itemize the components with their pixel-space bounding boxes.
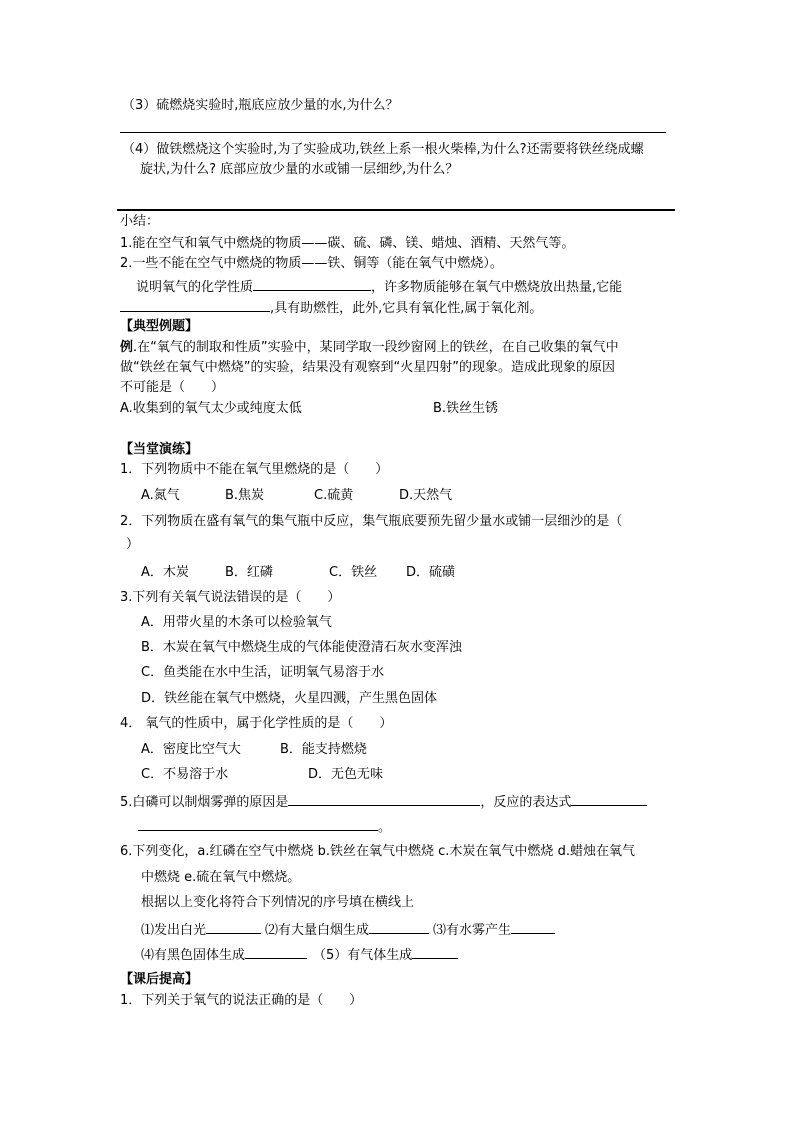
example-option-b: B.铁丝生锈	[433, 401, 499, 416]
blank-q6-5[interactable]	[412, 945, 458, 959]
practice-q2-option: D．硫磺	[406, 565, 456, 580]
summary-line3-text-b: ，许多物质能够在氧气中燃烧放出热量,它能	[371, 280, 623, 295]
example-line-3: 不可能是（ ）	[120, 380, 225, 395]
summary-item-2: 2.一些不能在空气中燃烧的物质——铁、铜等（能在氧气中燃烧）。	[120, 256, 503, 271]
practice-q2-line1: 2．下列物质在盛有氧气的集气瓶中反应，集气瓶底要预先留少量水或铺一层细沙的是（	[120, 514, 623, 529]
example-line-1	[120, 339, 619, 357]
summary-line4-text: ,具有助燃性，此外,它具有氧化性,属于氧化剂。	[270, 301, 543, 316]
example-option-a: A.收集到的氧气太少或纯度太低	[120, 401, 302, 416]
question-3: （3）硫燃烧实验时,瓶底应放少量的水,为什么？	[122, 98, 399, 113]
example-line1-text: .在“氧气的制取和性质”实验中，某同学取一段纱窗网上的铁丝，在自己收集的氧气中	[133, 340, 619, 355]
practice-q3: 3.下列有关氧气说法错误的是（ ）	[120, 590, 341, 605]
blank-q6-3[interactable]	[511, 920, 555, 934]
practice-q4-option: B．能支持燃烧	[280, 742, 367, 757]
example-line-2: 做“铁丝在氧气中燃烧”的实验，结果没有观察到“火星四射”的现象。造成此现象的原因	[120, 360, 615, 375]
practice-q6-line1: 6.下列变化，a.红磷在空气中燃烧 b.铁丝在氧气中燃烧 c.木炭在氧气中燃烧 d.蜡烛在氧气	[120, 844, 635, 859]
after-class-q1: 1．下列关于氧气的说法正确的是（ ）	[120, 993, 363, 1008]
practice-q5-line1	[120, 792, 647, 812]
blank-supports-combustion[interactable]	[120, 298, 270, 312]
question-4-line1: （4）做铁燃烧这个实验时,为了实验成功,铁丝上系一根火柴棒,为什么?还需要将铁丝绕成螺	[122, 142, 644, 157]
example-heading: 【典型例题】	[120, 319, 199, 334]
blank-q6-2[interactable]	[369, 920, 429, 934]
q6-sub3: ⑶有水雾产生	[433, 923, 512, 938]
blank-reaction-expression[interactable]	[571, 792, 647, 806]
practice-q4-option: A．密度比空气大	[141, 742, 241, 757]
practice-q5-end: 。	[378, 820, 392, 835]
example-label: 例	[120, 340, 134, 355]
summary-line-3	[136, 277, 622, 297]
practice-q6-line2: 中燃烧 e.硫在氧气中燃烧。	[141, 870, 301, 885]
blank-reaction-expression-cont[interactable]	[138, 817, 378, 831]
q6-sub2: ⑵有大量白烟生成	[265, 923, 370, 938]
practice-q1-option: A.氮气	[141, 488, 180, 503]
blank-q6-1[interactable]	[206, 920, 261, 934]
practice-q2-option: C．铁丝	[329, 565, 378, 580]
practice-q5-text-a: 5.白磷可以制烟雾弹的原因是	[120, 795, 289, 810]
blank-chemical-property[interactable]	[253, 277, 371, 291]
summary-title: 小结：	[120, 214, 160, 229]
practice-heading: 【当堂演练】	[120, 442, 199, 457]
practice-q4: 4． 氧气的性质中，属于化学性质的是（ ）	[120, 716, 393, 731]
answer-line	[120, 132, 666, 133]
practice-q6-blanks-row1	[141, 920, 555, 940]
practice-q3-option: B．木炭在氧气中燃烧生成的气体能使澄清石灰水变浑浊	[141, 640, 462, 655]
practice-q1-option: B.焦炭	[225, 488, 265, 503]
practice-q4-option: D．无色无味	[308, 767, 384, 782]
practice-q4-option: C．不易溶于水	[141, 767, 229, 782]
practice-q1: 1．下列物质中不能在氧气里燃烧的是（ ）	[120, 462, 389, 477]
after-class-heading: 【课后提高】	[120, 972, 199, 987]
blank-white-phosphorus-reason[interactable]	[288, 792, 480, 806]
practice-q6-blanks-row2	[141, 945, 458, 965]
q6-sub1: ⑴发出白光	[141, 923, 207, 938]
q6-sub4: ⑷有黑色固体生成	[141, 948, 246, 963]
practice-q3-option: D．铁丝能在氧气中燃烧，火星四溅，产生黑色固体	[141, 691, 438, 706]
blank-q6-4[interactable]	[245, 945, 307, 959]
summary-item-1: 1.能在空气和氧气中燃烧的物质——碳、硫、磷、镁、蜡烛、酒精、天然气等。	[120, 236, 575, 251]
practice-q3-option: C．鱼类能在水中生活，证明氧气易溶于水	[141, 665, 385, 680]
practice-q3-option: A．用带火星的木条可以检验氧气	[141, 615, 332, 630]
practice-q1-option: D.天然气	[399, 488, 453, 503]
practice-q5-text-b: ，反应的表达式	[480, 795, 572, 810]
question-4-line2: 旋状,为什么? 底部应放少量的水或铺一层细纱,为什么？	[140, 162, 459, 177]
summary-line3-text-a: 说明氧气的化学性质	[136, 280, 254, 295]
q6-sub5: （5）有气体生成	[313, 948, 413, 963]
practice-q2-option: A．木炭	[141, 565, 189, 580]
practice-q1-option: C.硫黄	[314, 488, 354, 503]
practice-q2-line2: ）	[126, 537, 140, 552]
section-divider	[117, 209, 675, 211]
summary-line-4	[120, 298, 542, 318]
practice-q5-line2	[138, 817, 391, 837]
practice-q2-option: B．红磷	[225, 565, 273, 580]
practice-q6-line3: 根据以上变化将符合下列情况的序号填在横线上	[141, 895, 415, 910]
